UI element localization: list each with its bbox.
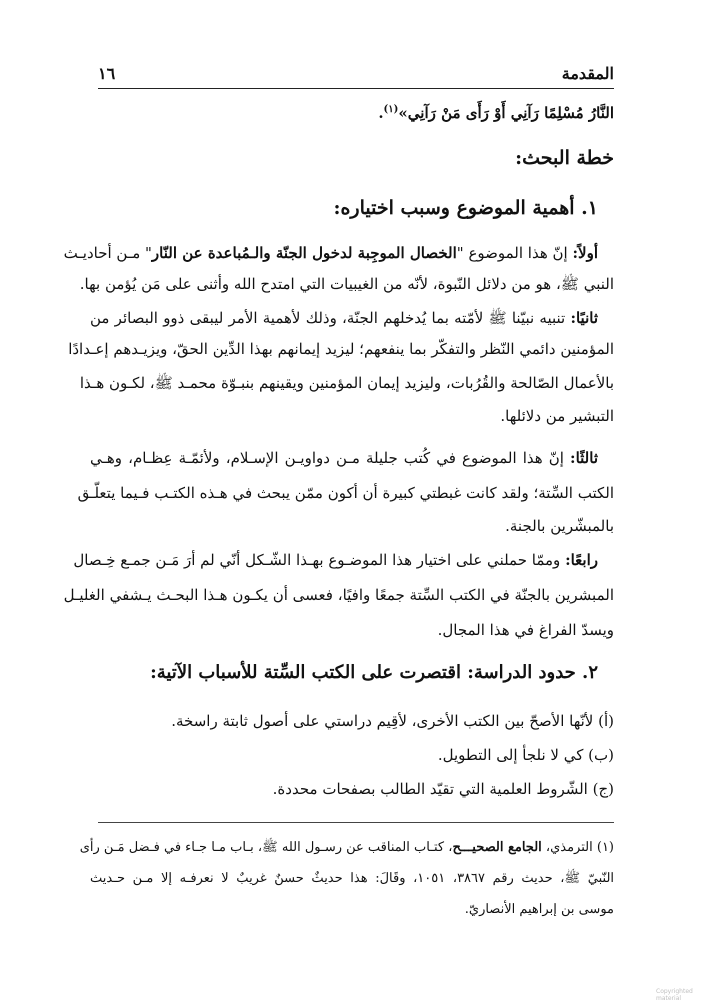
research-plan-heading: خطة البحث:	[515, 147, 614, 169]
section-1-heading: ١. أهمية الموضوع وسبب اختياره:	[333, 197, 598, 219]
footnote-line-2: النّبيّ ﷺ، حديث رقم ٣٨٦٧، ١٠٥١، وقَالَ: هذا حديثٌ حسنٌ غريبٌ لا نعرفـه إلا مـن حـديث	[90, 871, 615, 886]
hadith-quote: النَّارُ مُسْلِمًا رَآنِي أَوْ رَأَى مَنْ رَآنِي»	[398, 104, 614, 122]
p4-lead: رابعًا:	[565, 551, 598, 569]
p3-line-1	[90, 446, 598, 470]
p2-line-4: التبشير من دلائلها.	[500, 407, 614, 425]
p3-text-1: إنّ هذا الموضوع في كُتب جليلة مـن دواويـن الإسـلام، ولأئمّـة عِظـام، وهـي	[90, 449, 571, 467]
p4-line-1	[73, 548, 598, 572]
p1-text-a: إنّ هذا الموضوع "	[456, 244, 573, 262]
chapter-title: المقدمة	[561, 64, 614, 83]
p1-text-c: " مـن أحاديـث	[63, 244, 152, 262]
p1-line-2: النبي ﷺ، هو من دلائل النّبوة، لأنّه من الغيبيات التي امتدح الله وأثنى على مَن يُؤمن بها.	[79, 275, 614, 293]
p4-text-1: وممّا حملني على اختيار هذا الموضـوع بهـذا الشّـكل أنّي لم أرَ مَـن جمـع خِـصال	[73, 551, 566, 569]
p3-line-2: الكتب السِّتة؛ ولقد كانت غبطتي كبيرة أن أكون ممّن يبحث في هـذه الكتـب فـيما يتعلّـق	[77, 484, 614, 502]
footnote-author: الترمذي،	[541, 840, 597, 855]
p2-text-1: تنبيه نبيّنا ﷺ لأمّته بما يُدخلهم الجنّة، وذلك لأهمية الأمر ليبقى ذوو البصائر من	[90, 309, 571, 327]
p3-line-3: بالمبشّرين بالجنة.	[505, 517, 614, 535]
footnote-book-title: الجامع الصحيـــح	[452, 840, 542, 855]
p2-line-3: بالأعمال الصّالحة والقُرُبات، وليزيد إيمان المؤمنين ويقينهم بنبـوّة محمـد ﷺ، لكـون هـذا	[79, 374, 614, 392]
footnote-line-1	[79, 836, 614, 860]
copyright-watermark: Copyrighted material	[656, 988, 693, 1002]
footnote-separator	[98, 822, 614, 823]
page-number: ١٦	[98, 64, 116, 83]
p1-line-1	[63, 241, 598, 265]
p1-lead: أولاً:	[572, 244, 598, 262]
p2-line-1	[90, 306, 598, 330]
p2-line-2: المؤمنين دائمي النّظر والتفكّر بما ينفعهم؛ ليزيد إيمانهم بهذا الدِّين الحقّ، ويزيـدهم إعـدادًا	[68, 340, 614, 358]
footnote-line-3: موسى بن إبراهيم الأنصاريّ.	[464, 902, 614, 917]
p1-topic-title: الخصال الموجِبة لدخول الجنّة والـمُباعدة عن النّار	[151, 244, 457, 262]
footnote-text-1: ، كتـاب المناقب عن رسـول الله ﷺ، بـاب مـا جـاء في فـضل مَـن رأى	[79, 840, 453, 855]
p4-line-3: ويسدّ الفراغ في هذا المجال.	[437, 621, 614, 639]
p4-line-2: المبشرين بالجنّة في الكتب السِّتة جمعًا وافيًا، فعسى أن يكـون هـذا البحـث يـشفي الغليـل	[63, 586, 614, 604]
section-2-heading: ٢. حدود الدراسة: اقتصرت على الكتب السِّتة للأسباب الآتية:	[150, 662, 598, 683]
footnote-ref: (١)	[383, 104, 399, 115]
hadith-quote-line	[90, 98, 614, 125]
reason-item: (ج) الشّروط العلمية التي تقيّد الطالب بصفحات محددة.	[272, 780, 614, 798]
footnote-number: (١)	[596, 840, 614, 855]
reason-item: (أ) لأنّها الأصحّ بين الكتب الأخرى، لأقِيم دراستي على أصول ثابتة راسخة.	[171, 712, 614, 730]
p3-lead: ثالثًا:	[570, 449, 598, 467]
p2-lead: ثانيًا:	[570, 309, 598, 327]
quote-end: .	[378, 104, 384, 122]
reason-item: (ب) كي لا نلجأ إلى التطويل.	[437, 746, 614, 764]
page-header	[98, 62, 614, 89]
